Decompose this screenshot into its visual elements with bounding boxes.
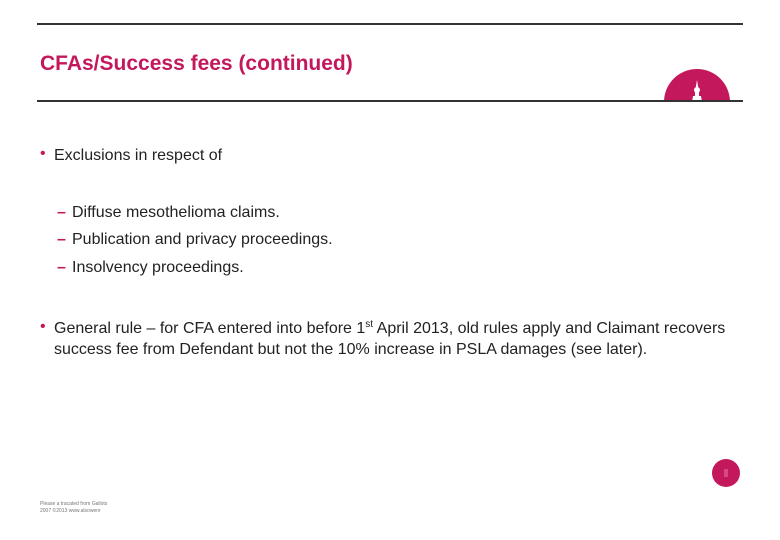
corner-badge-icon: [712, 459, 740, 487]
sub-item-mesothelioma: Diffuse mesothelioma claims.: [72, 204, 280, 221]
general-rule-text-end: April 2013, old rules apply and Claimant recovers success fee from Defendant but not the 10% increase in PSLA damages (see later).: [54, 320, 726, 358]
sub-item-insolvency: Insolvency proceedings.: [72, 259, 244, 276]
footer-line-1: Please a tracated from Gallots: [40, 501, 108, 507]
footer-line-2: 2007 ©2013 www.alsowenr: [40, 508, 101, 514]
sub-bullet-marker: –: [57, 259, 66, 276]
sub-item-publication: Publication and privacy proceedings.: [72, 231, 333, 248]
bullet-marker: •: [40, 145, 46, 162]
general-rule-text-start: General rule – for CFA entered into before 1: [54, 320, 366, 337]
bullet-text-general-rule: [54, 318, 744, 360]
ordinal-suffix: st: [365, 319, 374, 330]
sub-bullet-marker: –: [57, 204, 66, 221]
bullet-text-exclusions: Exclusions in respect of: [54, 147, 223, 164]
slide-title: CFAs/Success fees (continued): [40, 52, 353, 75]
sub-bullet-marker: –: [57, 231, 66, 248]
bullet-marker: •: [40, 318, 46, 335]
